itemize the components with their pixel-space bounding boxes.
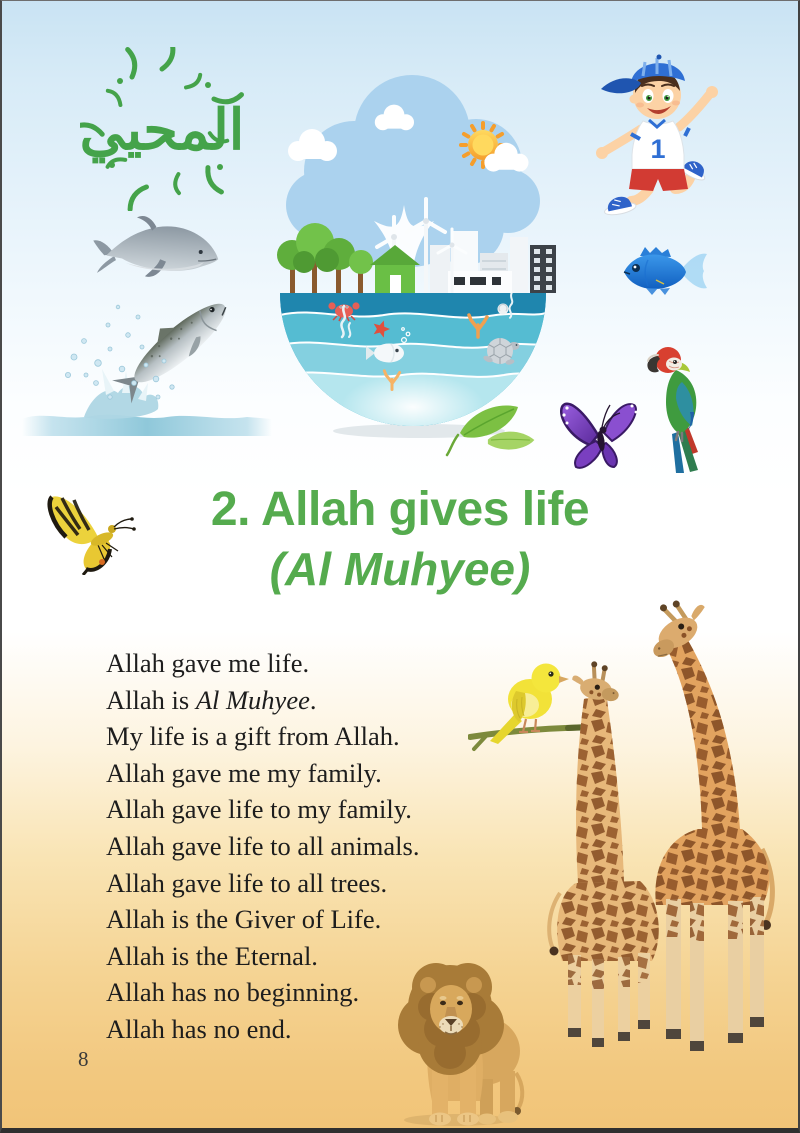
poem-line: Allah is the Eternal. (106, 940, 318, 971)
poem-line: Allah has no beginning. (106, 977, 360, 1008)
poem (106, 645, 419, 1048)
running-boy-illustration (587, 41, 722, 219)
lion-illustration (384, 933, 532, 1128)
purple-butterfly-icon (560, 395, 648, 473)
shirt-number: 1 (650, 134, 666, 164)
poem-line: Allah is the Giver of Life. (106, 904, 382, 935)
poem-line: My life is a gift from Allah. (106, 721, 400, 752)
poem-line: Allah gave life to all trees. (106, 867, 388, 898)
poem-line: Allah gave me my family. (106, 757, 382, 788)
boy-head (601, 55, 685, 120)
page-title-line1: 2. Allah gives life (210, 483, 590, 536)
eco-earth-illustration (254, 59, 564, 469)
poem-line: Allah gave life to all animals. (106, 830, 420, 861)
blue-fish-illustration (614, 244, 710, 299)
poem-line: Allah has no end. (106, 1013, 292, 1044)
young-giraffe (549, 658, 659, 1047)
calligraphy-icon (80, 47, 244, 211)
adult-giraffe (635, 589, 772, 1051)
poem-line: Allah gave me life. (106, 648, 310, 678)
poem-line: Allah is Al Muhyee. (106, 684, 317, 715)
page-number: 8 (78, 1047, 89, 1071)
page-title-line2: (Al Muhyee) (269, 543, 531, 595)
leaping-fish-illustration (22, 291, 272, 436)
poem-line: Allah gave life to my family. (106, 794, 412, 825)
young-giraffe-head (569, 658, 623, 703)
shorts (629, 169, 688, 191)
calligraphy-text: المحيي (80, 98, 244, 161)
shell-icon (498, 304, 509, 315)
giraffes-illustration (530, 589, 782, 1059)
